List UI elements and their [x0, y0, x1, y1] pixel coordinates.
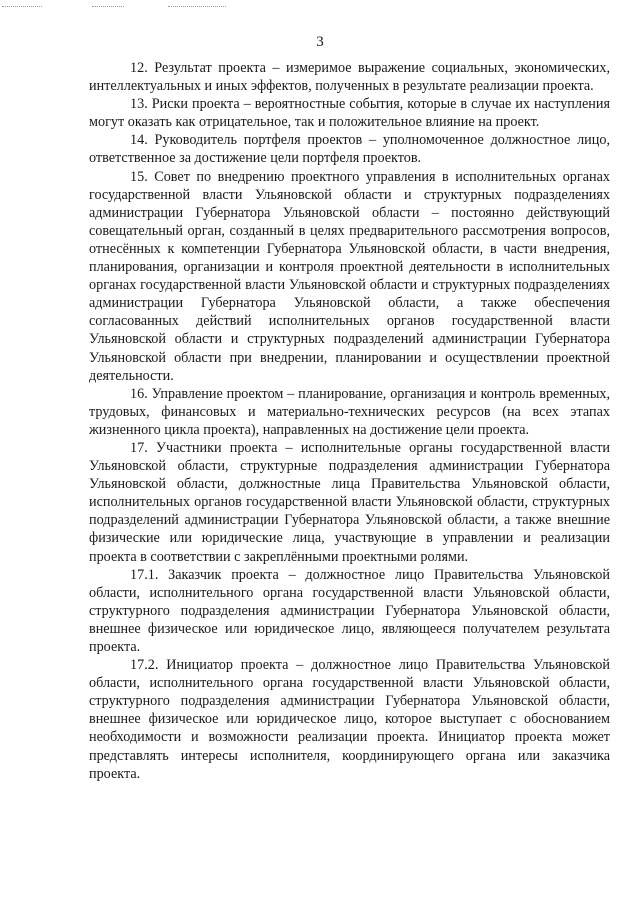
scan-artifact-mark: [92, 6, 124, 8]
paragraph-15-council: 15. Совет по внедрению проектного управления в исполнительных органах государственной власти Ульяновской области и структурных подразделениях администрации Губернатора Ульяновской области – постоянно действующий совещательный орган, созданный в целях предварительного рассмотрения вопросов, отнесённых к компетенции Губернатора Ульяновской области, в части внедрения, планирования, организации и контроля проектной деятельности в исполнительных органах государственной власти Ульяновской области и структурных подразделениях администрации Губернатора Ульяновской области, а также обеспечения согласованных действий исполнительных органов государственной власти Ульяновской области и структурных подразделений администрации Губернатора Ульяновской области при внедрении, планировании и осуществлении проектной деятельности.: [89, 168, 610, 384]
paragraph-12-project-result: 12. Результат проекта – измеримое выражение социальных, экономических, интеллектуальных и иных эффектов, полученных в результате реализации проекта.: [89, 60, 610, 95]
page-number: 3: [316, 34, 324, 50]
paragraph-16-project-management: 16. Управление проектом – планирование, организация и контроль временных, трудовых, финансовых и материально-технических ресурсов (на всех этапах жизненного цикла проекта), направленных на достижение цели проекта.: [89, 385, 610, 438]
document-body: [89, 59, 610, 783]
paragraph-13-project-risks: 13. Риски проекта – вероятностные события, которые в случае их наступления могут оказать как отрицательное, так и положительное влияние на проект.: [89, 96, 610, 131]
paragraph-17-project-participants: 17. Участники проекта – исполнительные органы государственной власти Ульяновской области, структурные подразделения администрации Губернатора Ульяновской области, должностные лица Правительства Ульяновской области, исполнительных органов государственной власти Ульяновской области, структурных подразделений администрации Губернатора Ульяновской области, а также внешние физические или юридические лица, участвующие в управлении и реализации проекта в соответствии с закреплёнными проектными ролями.: [89, 439, 610, 565]
scan-artifact-mark: [2, 6, 42, 8]
paragraph-17-1-project-customer: 17.1. Заказчик проекта – должностное лицо Правительства Ульяновской области, исполнительного органа государственной власти Ульяновской области, структурного подразделения администрации Губернатора Ульяновской области, внешнее физическое или юридическое лицо, являющееся получателем результата проекта.: [89, 566, 610, 655]
paragraph-14-portfolio-manager: 14. Руководитель портфеля проектов – уполномоченное должностное лицо, ответственное за достижение цели портфеля проектов.: [89, 132, 610, 167]
scan-artifact-mark: [168, 6, 226, 8]
paragraph-17-2-project-initiator: 17.2. Инициатор проекта – должностное лицо Правительства Ульяновской области, исполнительного органа государственной власти Ульяновской области, структурного подразделения администрации Губернатора Ульяновской области, внешнее физическое или юридическое лицо, которое выступает с обоснованием необходимости и возможности реализации проекта. Инициатор проекта может представлять интересы исполнителя, координирующего органа или заказчика проекта.: [89, 657, 610, 782]
